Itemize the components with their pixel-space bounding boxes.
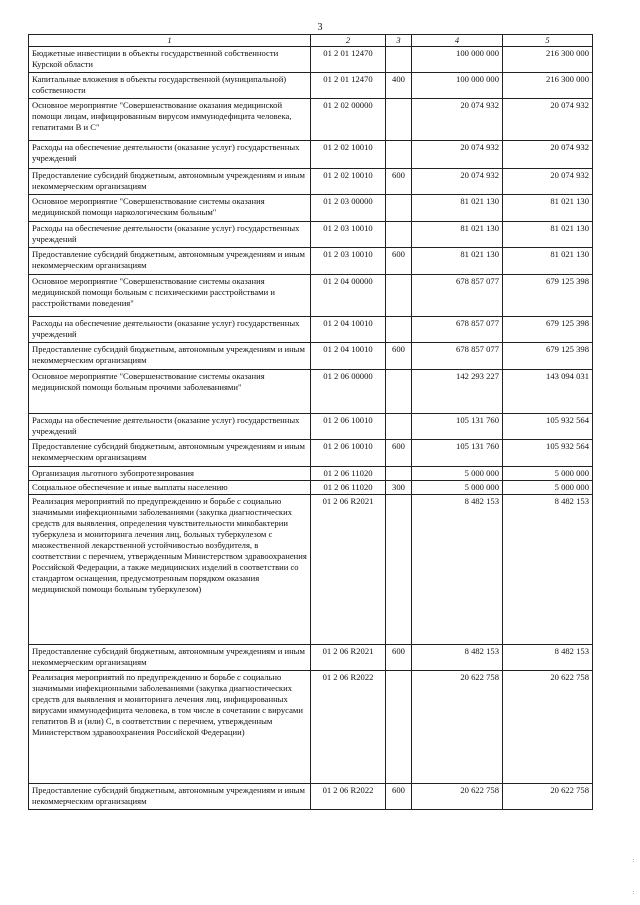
row-amount-col4: 142 293 227: [412, 370, 503, 414]
row-name: Предоставление субсидий бюджетным, автономным учреждениям и иным некоммерческим организациям: [29, 248, 311, 275]
row-name: Предоставление субсидий бюджетным, автономным учреждениям и иным некоммерческим организациям: [29, 343, 311, 370]
row-name: Расходы на обеспечение деятельности (оказание услуг) государственных учреждений: [29, 222, 311, 248]
table-row: [29, 414, 593, 440]
row-amount-col5: 20 622 758: [503, 671, 593, 784]
row-amount-col5: 81 021 130: [503, 248, 593, 275]
row-code: 01 2 06 11020: [311, 481, 386, 495]
table-row: [29, 317, 593, 343]
row-expense-type: 600: [386, 343, 412, 370]
table-row: [29, 195, 593, 222]
table-row: [29, 784, 593, 810]
row-code: 01 2 03 10010: [311, 222, 386, 248]
row-amount-col4: 678 857 077: [412, 275, 503, 317]
row-name: Основное мероприятие "Совершенствование системы оказания медицинской помощи больным с психическими расстройствами и расстройствами поведения": [29, 275, 311, 317]
row-code: 01 2 06 10010: [311, 440, 386, 467]
row-expense-type: [386, 370, 412, 414]
row-name: Организация льготного зубопротезирования: [29, 467, 311, 481]
row-code: 01 2 06 11020: [311, 467, 386, 481]
header-col-5: 5: [503, 35, 593, 47]
row-expense-type: 600: [386, 169, 412, 195]
row-code: 01 2 06 R2022: [311, 671, 386, 784]
row-amount-col5: 5 000 000: [503, 481, 593, 495]
row-amount-col4: 105 131 760: [412, 414, 503, 440]
row-expense-type: [386, 467, 412, 481]
row-amount-col4: 81 021 130: [412, 222, 503, 248]
row-code: 01 2 03 00000: [311, 195, 386, 222]
table-row: [29, 671, 593, 784]
row-amount-col4: 5 000 000: [412, 467, 503, 481]
row-amount-col5: 216 300 000: [503, 73, 593, 99]
row-expense-type: 600: [386, 784, 412, 810]
row-expense-type: 600: [386, 440, 412, 467]
row-name: Предоставление субсидий бюджетным, автономным учреждениям и иным некоммерческим организациям: [29, 169, 311, 195]
row-code: 01 2 03 10010: [311, 248, 386, 275]
row-amount-col5: 81 021 130: [503, 195, 593, 222]
row-expense-type: [386, 275, 412, 317]
row-expense-type: [386, 195, 412, 222]
row-amount-col4: 100 000 000: [412, 73, 503, 99]
row-name: Расходы на обеспечение деятельности (оказание услуг) государственных учреждений: [29, 141, 311, 169]
row-amount-col5: 105 932 564: [503, 414, 593, 440]
row-amount-col4: 678 857 077: [412, 343, 503, 370]
table-row: [29, 222, 593, 248]
row-expense-type: [386, 671, 412, 784]
row-name: Расходы на обеспечение деятельности (оказание услуг) государственных учреждений: [29, 317, 311, 343]
row-amount-col4: 5 000 000: [412, 481, 503, 495]
row-name: Реализация мероприятий по предупреждению и борьбе с социально значимыми инфекционными заболеваниями (закупка диагностических средств для выявления, определения чувствительности микобактерии туберкулеза и мониторинга лечения лиц, больных туберкулезом с множественной лекарственной устойчивостью возбудителя, в соответствии с перечнем, утвержденным Министерством здравоохранения Российской Федерации, а также медицинских изделий в соответствии со стандартом оснащения, предусмотренным порядком оказания медицинской помощи больным туберкулезом): [29, 495, 311, 645]
row-name: Бюджетные инвестиции в объекты государственной собственности Курской области: [29, 47, 311, 73]
row-expense-type: [386, 47, 412, 73]
row-expense-type: 600: [386, 248, 412, 275]
row-code: 01 2 04 10010: [311, 343, 386, 370]
row-amount-col4: 678 857 077: [412, 317, 503, 343]
table-row: [29, 169, 593, 195]
row-amount-col4: 20 074 932: [412, 169, 503, 195]
row-amount-col5: 20 074 932: [503, 99, 593, 141]
row-name: Основное мероприятие "Совершенствование оказания медицинской помощи лицам, инфицированным вирусом иммунодефицита человека, гепатитами В и С": [29, 99, 311, 141]
table-row: [29, 495, 593, 645]
row-amount-col5: 216 300 000: [503, 47, 593, 73]
row-code: 01 2 06 R2022: [311, 784, 386, 810]
row-expense-type: [386, 495, 412, 645]
row-name: Предоставление субсидий бюджетным, автономным учреждениям и иным некоммерческим организациям: [29, 784, 311, 810]
header-col-2: 2: [311, 35, 386, 47]
row-name: Социальное обеспечение и иные выплаты населению: [29, 481, 311, 495]
table-row: [29, 645, 593, 671]
table-row: [29, 343, 593, 370]
row-code: 01 2 06 00000: [311, 370, 386, 414]
header-col-3: 3: [386, 35, 412, 47]
row-code: 01 2 02 10010: [311, 169, 386, 195]
row-expense-type: [386, 99, 412, 141]
row-amount-col5: 5 000 000: [503, 467, 593, 481]
row-amount-col4: 105 131 760: [412, 440, 503, 467]
budget-table: [28, 34, 593, 810]
row-amount-col5: 679 125 398: [503, 275, 593, 317]
row-code: 01 2 04 00000: [311, 275, 386, 317]
row-name: Капитальные вложения в объекты государственной (муниципальной) собственности: [29, 73, 311, 99]
margin-mark: :: [632, 890, 634, 896]
row-amount-col5: 105 932 564: [503, 440, 593, 467]
row-expense-type: 300: [386, 481, 412, 495]
row-code: 01 2 01 12470: [311, 47, 386, 73]
row-name: Предоставление субсидий бюджетным, автономным учреждениям и иным некоммерческим организациям: [29, 440, 311, 467]
page-number: 3: [317, 22, 323, 33]
row-amount-col4: 20 622 758: [412, 784, 503, 810]
row-amount-col4: 81 021 130: [412, 195, 503, 222]
row-expense-type: [386, 317, 412, 343]
table-row: [29, 275, 593, 317]
row-code: 01 2 02 00000: [311, 99, 386, 141]
table-row: [29, 467, 593, 481]
row-code: 01 2 06 R2021: [311, 495, 386, 645]
row-expense-type: 600: [386, 645, 412, 671]
row-amount-col5: 20 074 932: [503, 141, 593, 169]
row-amount-col4: 20 622 758: [412, 671, 503, 784]
row-amount-col5: 81 021 130: [503, 222, 593, 248]
row-amount-col4: 20 074 932: [412, 141, 503, 169]
row-name: Предоставление субсидий бюджетным, автономным учреждениям и иным некоммерческим организациям: [29, 645, 311, 671]
row-expense-type: 400: [386, 73, 412, 99]
row-code: 01 2 06 R2021: [311, 645, 386, 671]
header-row: [29, 35, 593, 47]
table-body: [29, 47, 593, 810]
row-amount-col5: 8 482 153: [503, 495, 593, 645]
row-expense-type: [386, 141, 412, 169]
row-amount-col5: 20 622 758: [503, 784, 593, 810]
row-name: Расходы на обеспечение деятельности (оказание услуг) государственных учреждений: [29, 414, 311, 440]
row-amount-col5: 679 125 398: [503, 317, 593, 343]
row-amount-col4: 100 000 000: [412, 47, 503, 73]
table-row: [29, 370, 593, 414]
table-row: [29, 73, 593, 99]
row-amount-col5: 8 482 153: [503, 645, 593, 671]
row-amount-col4: 8 482 153: [412, 495, 503, 645]
row-name: Основное мероприятие "Совершенствование системы оказания медицинской помощи больным прочими заболеваниями": [29, 370, 311, 414]
row-code: 01 2 02 10010: [311, 141, 386, 169]
row-name: Основное мероприятие "Совершенствование системы оказания медицинской помощи наркологическим больным": [29, 195, 311, 222]
table-row: [29, 248, 593, 275]
row-amount-col4: 8 482 153: [412, 645, 503, 671]
table-row: [29, 99, 593, 141]
row-code: 01 2 06 10010: [311, 414, 386, 440]
table-row: [29, 141, 593, 169]
row-amount-col4: 81 021 130: [412, 248, 503, 275]
row-amount-col5: 20 074 932: [503, 169, 593, 195]
row-expense-type: [386, 222, 412, 248]
margin-mark: :: [632, 858, 634, 864]
row-amount-col5: 679 125 398: [503, 343, 593, 370]
table-row: [29, 47, 593, 73]
row-code: 01 2 01 12470: [311, 73, 386, 99]
row-amount-col4: 20 074 932: [412, 99, 503, 141]
header-col-4: 4: [412, 35, 503, 47]
header-col-1: 1: [29, 35, 311, 47]
row-amount-col5: 143 094 031: [503, 370, 593, 414]
table-row: [29, 481, 593, 495]
row-expense-type: [386, 414, 412, 440]
table-row: [29, 440, 593, 467]
row-name: Реализация мероприятий по предупреждению и борьбе с социально значимыми инфекционными заболеваниями (закупка диагностических средств для выявления и мониторинга лечения лиц, инфицированных вирусами иммунодефицита человека, в том числе в сочетании с вирусами гепатитов В и (или) С, в соответствии с перечнем, утвержденным Министерством здравоохранения Российской Федерации): [29, 671, 311, 784]
row-code: 01 2 04 10010: [311, 317, 386, 343]
